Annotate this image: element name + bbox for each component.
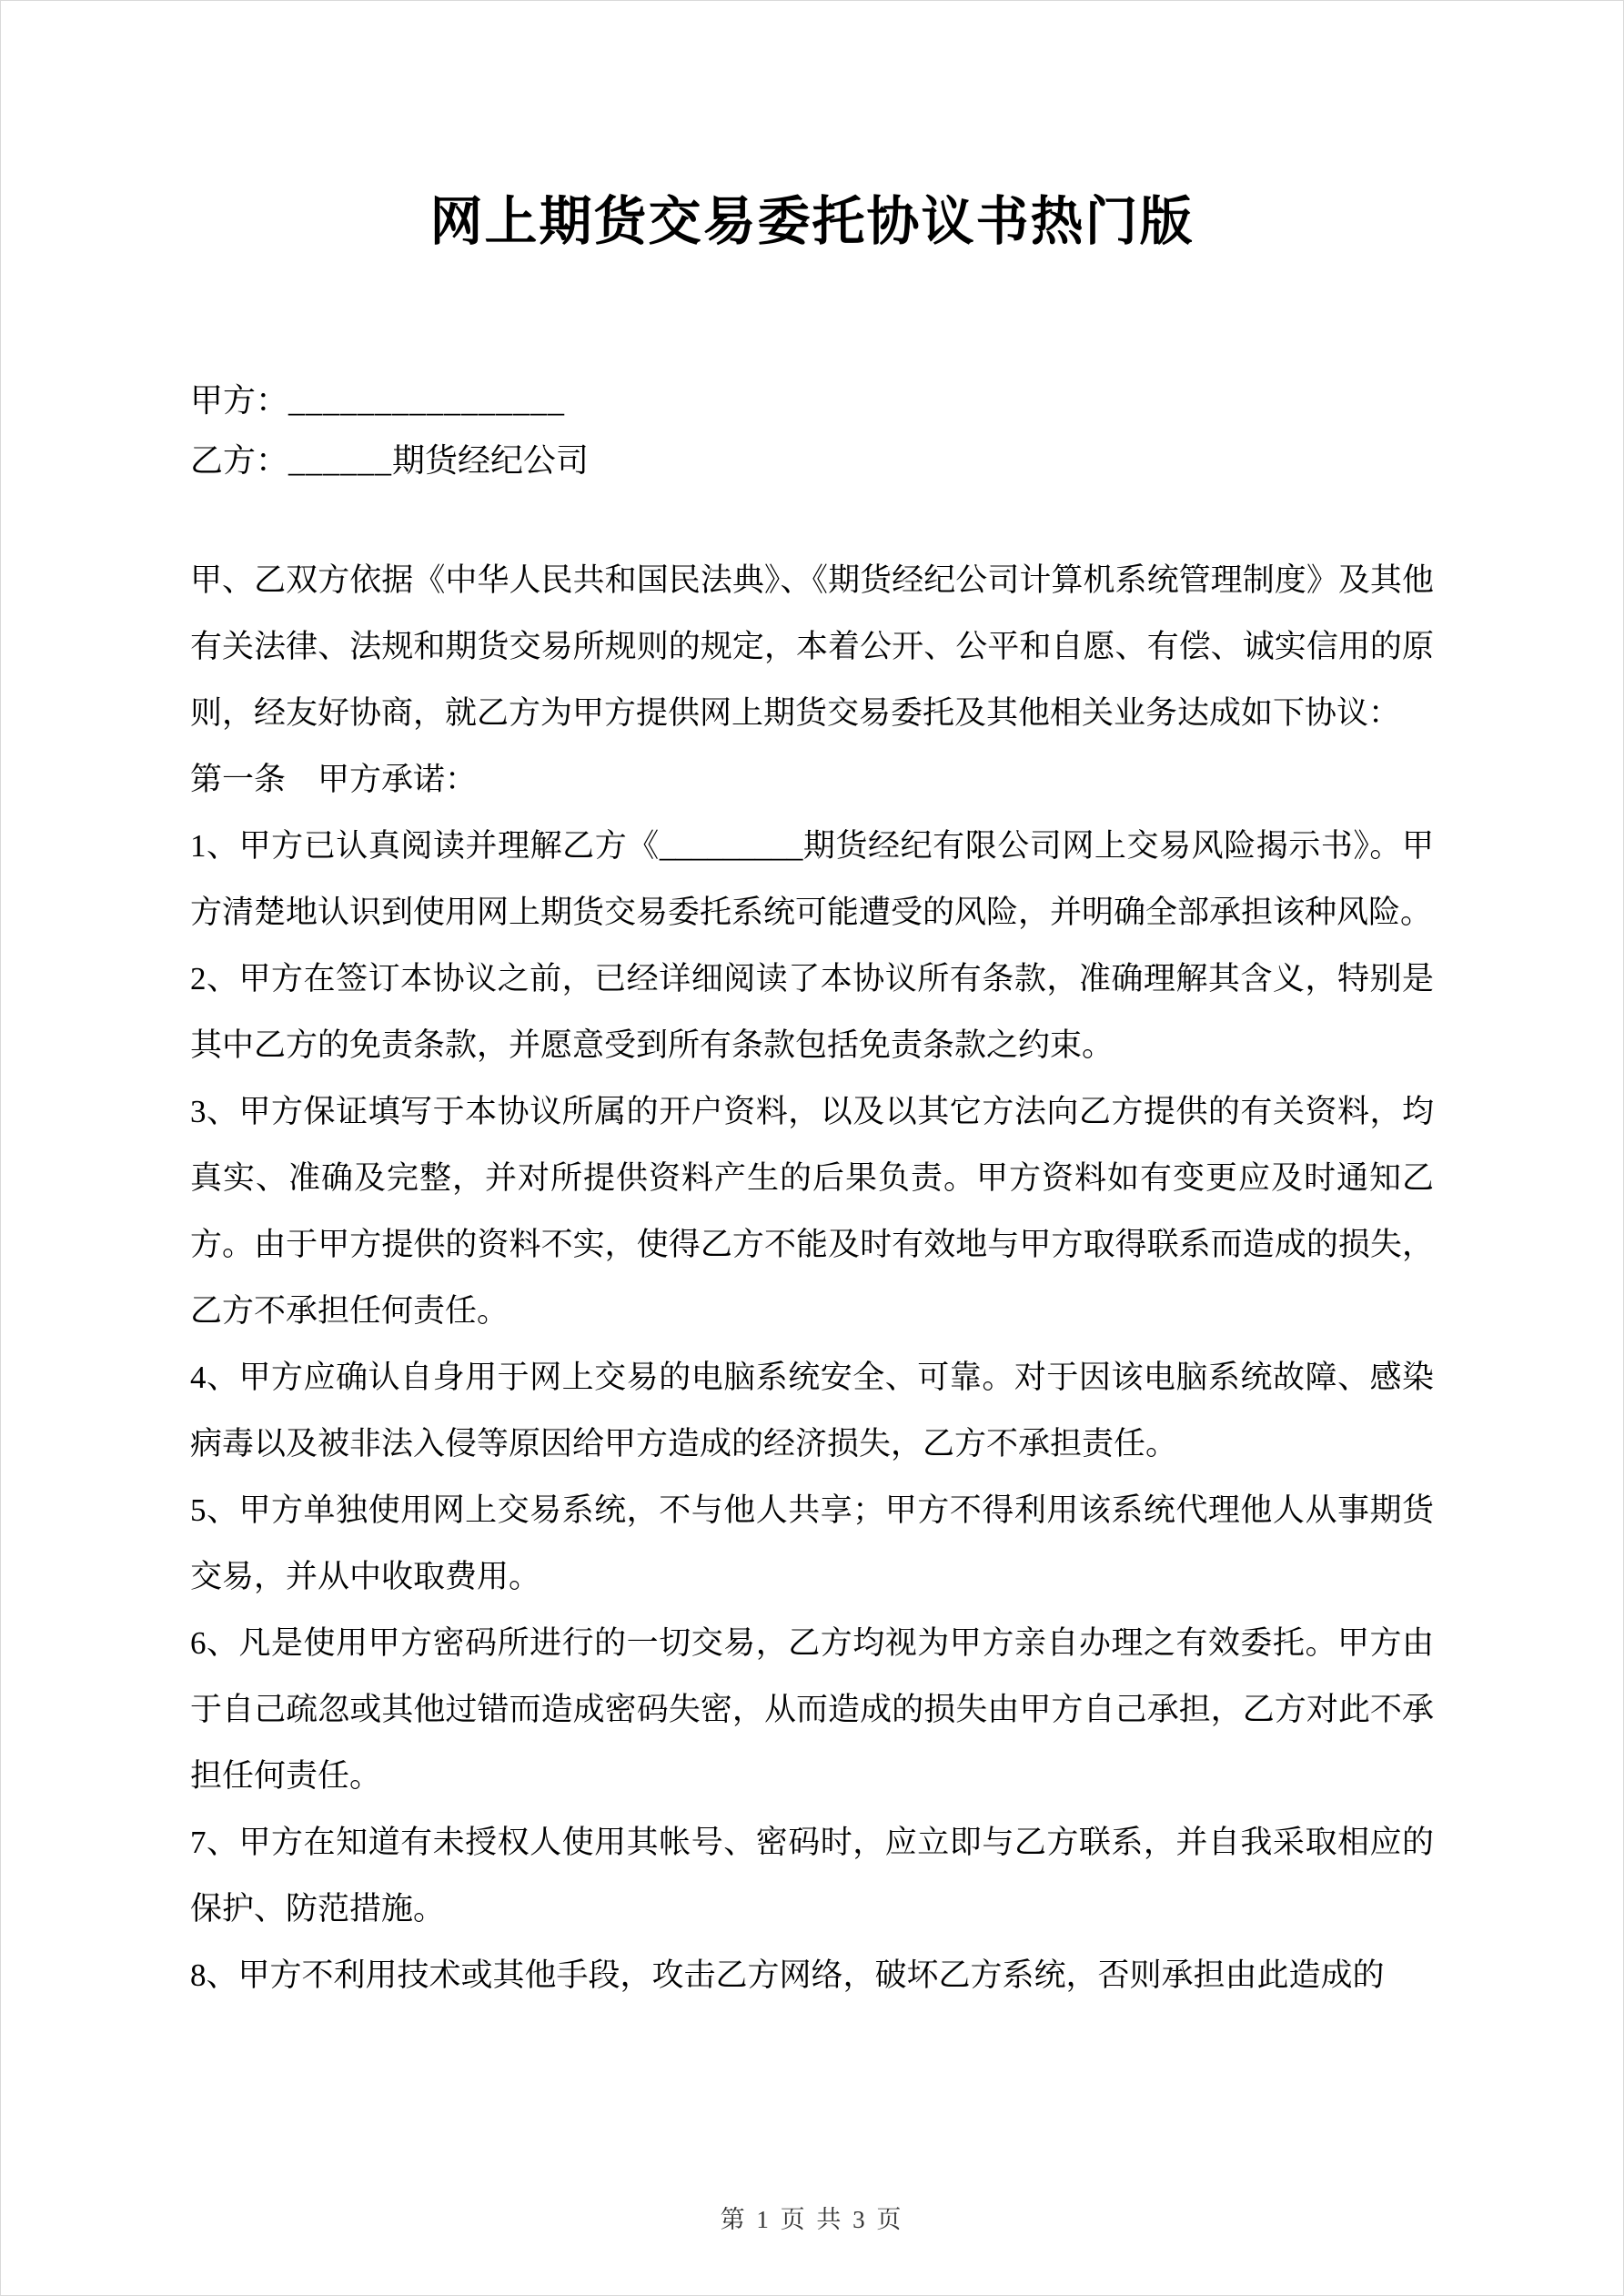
- party-b-blank: ______: [288, 441, 393, 479]
- page-number-footer: 第 1 页 共 3 页: [720, 2206, 904, 2233]
- paragraph-preamble: 甲、乙双方依据《中华人民共和国民法典》、《期货经纪公司计算机系统管理制度》及其他有关法律、法规和期货交易所规则的规定，本着公开、公平和自愿、有偿、诚实信用的原则，经友好协商，就乙方为甲方提供网上期货交易委托及其他相关业务达成如下协议：: [190, 561, 1434, 731]
- paragraph-clause-8: 8、甲方不利用技术或其他手段，攻击乙方网络，破坏乙方系统，否则承担由此造成的: [190, 1957, 1385, 1993]
- party-b-label: 乙方：: [190, 441, 289, 479]
- document-title: 网上期货交易委托协议书热门版: [429, 192, 1195, 251]
- party-b-line: [190, 430, 1434, 491]
- paragraph-clause-2: 2、甲方在签订本协议之前，已经详细阅读了本协议所有条款，准确理解其含义，特别是其中乙方的免责条款，并愿意受到所有条款包括免责条款之约束。: [190, 960, 1434, 1063]
- party-b-suffix: 期货经纪公司: [392, 441, 590, 479]
- document-body: [190, 547, 1434, 2008]
- party-a-label: 甲方：: [190, 381, 289, 419]
- paragraph-article-1-heading: 第一条 甲方承诺：: [190, 761, 478, 797]
- party-a-blank: ________________: [288, 381, 566, 419]
- party-block: [190, 370, 1434, 491]
- party-a-line: [190, 370, 1434, 430]
- paragraph-clause-6: 6、凡是使用甲方密码所进行的一切交易，乙方均视为甲方亲自办理之有效委托。甲方由于自己疏忽或其他过错而造成密码失密，从而造成的损失由甲方自己承担，乙方对此不承担任何责任。: [190, 1624, 1434, 1794]
- paragraph-clause-4: 4、甲方应确认自身用于网上交易的电脑系统安全、可靠。对于因该电脑系统故障、感染病毒以及被非法入侵等原因给甲方造成的经济损失，乙方不承担责任。: [190, 1359, 1434, 1462]
- paragraph-clause-7: 7、甲方在知道有未授权人使用其帐号、密码时，应立即与乙方联系，并自我采取相应的保护、防范措施。: [190, 1824, 1434, 1927]
- paragraph-clause-5: 5、甲方单独使用网上交易系统，不与他人共享；甲方不得利用该系统代理他人从事期货交易，并从中收取费用。: [190, 1492, 1434, 1594]
- paragraph-clause-3: 3、甲方保证填写于本协议所属的开户资料，以及以其它方法向乙方提供的有关资料，均真实、准确及完整，并对所提供资料产生的后果负责。甲方资料如有变更应及时通知乙方。由于甲方提供的资料不实，使得乙方不能及时有效地与甲方取得联系而造成的损失，乙方不承担任何责任。: [190, 1093, 1434, 1329]
- paragraph-clause-1: 1、甲方已认真阅读并理解乙方《_________期货经纪有限公司网上交易风险揭示书》。甲方清楚地认识到使用网上期货交易委托系统可能遭受的风险，并明确全部承担该种风险。: [190, 827, 1434, 930]
